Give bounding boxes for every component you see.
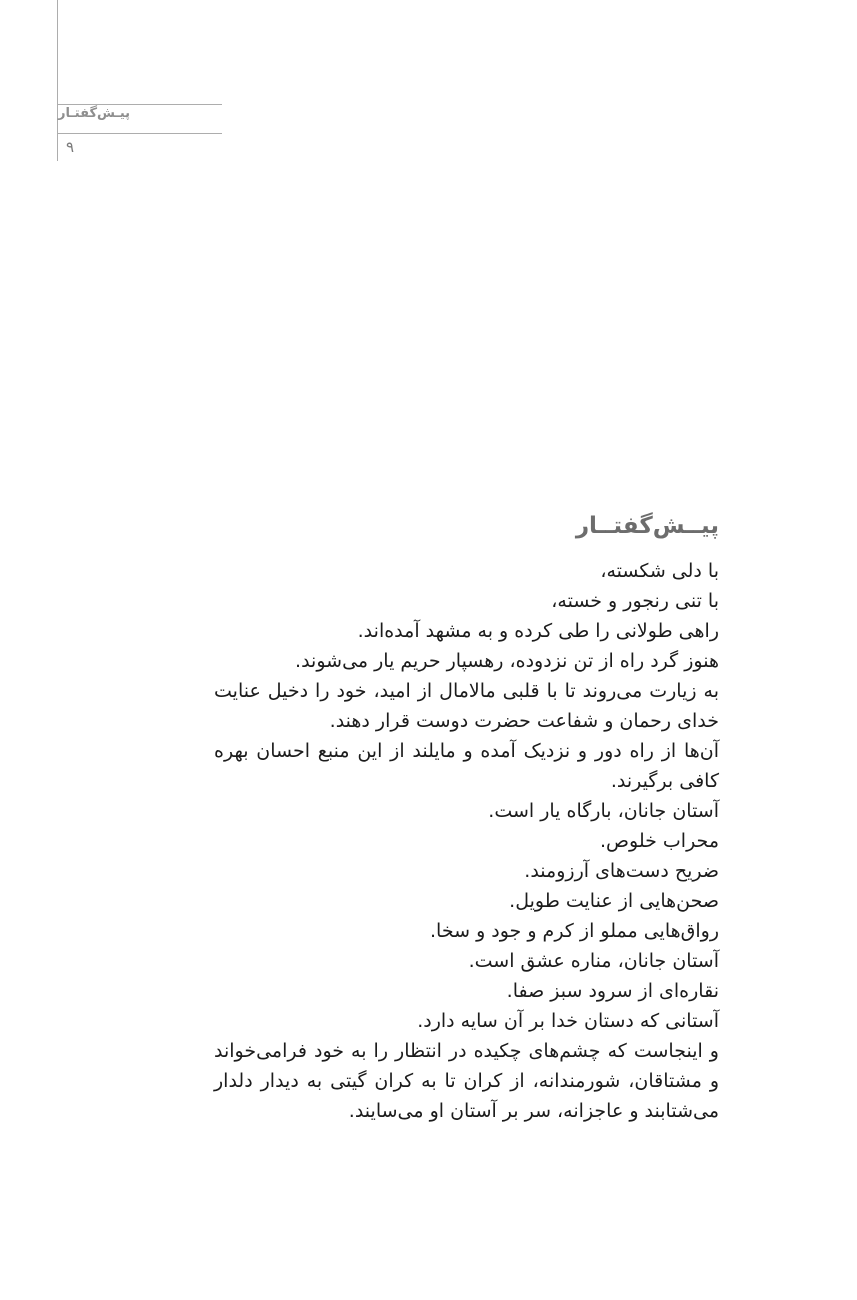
preface-paragraph: صحن‌هایی از عنایت طویل. — [509, 890, 719, 912]
preface-paragraph: راهی طولانی را طی کرده و به مشهد آمده‌اند. — [357, 620, 719, 642]
preface-paragraph: هنوز گرد راه از تن نزدوده، رهسپار حریم یار می‌شوند. — [295, 650, 719, 672]
preface-paragraph: نقاره‌ای از سرود سبز صفا. — [506, 980, 719, 1002]
preface-paragraph: آستان جانان، بارگاه یار است. — [488, 800, 719, 822]
preface-paragraph: به زیارت می‌روند تا با قلبی مالامال از امید، خود را دخیل عنایت خدای رحمان و شفاعت حضرت دوست قرار دهند. — [214, 680, 719, 732]
preface-paragraph: ضریح دست‌های آرزومند. — [524, 860, 719, 882]
preface-paragraph: با دلی شکسته، — [600, 560, 719, 582]
preface-paragraph: با تنی رنجور و خسته، — [551, 590, 719, 612]
preface-paragraph: آستان جانان، مناره عشق است. — [468, 950, 719, 972]
preface-paragraph: رواق‌هایی مملو از کرم و جود و سخا. — [430, 920, 719, 942]
header-rule-bottom — [58, 133, 222, 134]
preface-body — [214, 556, 719, 1126]
preface-paragraph: و اینجاست که چشم‌های چکیده در انتظار را به خود فرامی‌خواند و مشتاقان، شورمندانه، از کران تا به کران گیتی به دیدار دلدار می‌شتابند و عاجزانه، سر بر آستان او می‌سایند. — [214, 1040, 719, 1122]
preface-paragraph: آن‌ها از راه دور و نزدیک آمده و مایلند از این منبع احسان بهره کافی برگیرند. — [214, 740, 719, 792]
page-number: ۹ — [66, 138, 75, 156]
running-header-title: پیـش‌گفتـار — [58, 106, 131, 121]
preface-paragraph: آستانی که دستان خدا بر آن سایه دارد. — [417, 1010, 719, 1032]
header-vertical-rule — [57, 0, 58, 161]
preface-paragraph: محراب خلوص. — [600, 830, 719, 852]
header-rule-top — [58, 104, 222, 105]
section-title: پیــش‌گفتــار — [575, 513, 719, 539]
